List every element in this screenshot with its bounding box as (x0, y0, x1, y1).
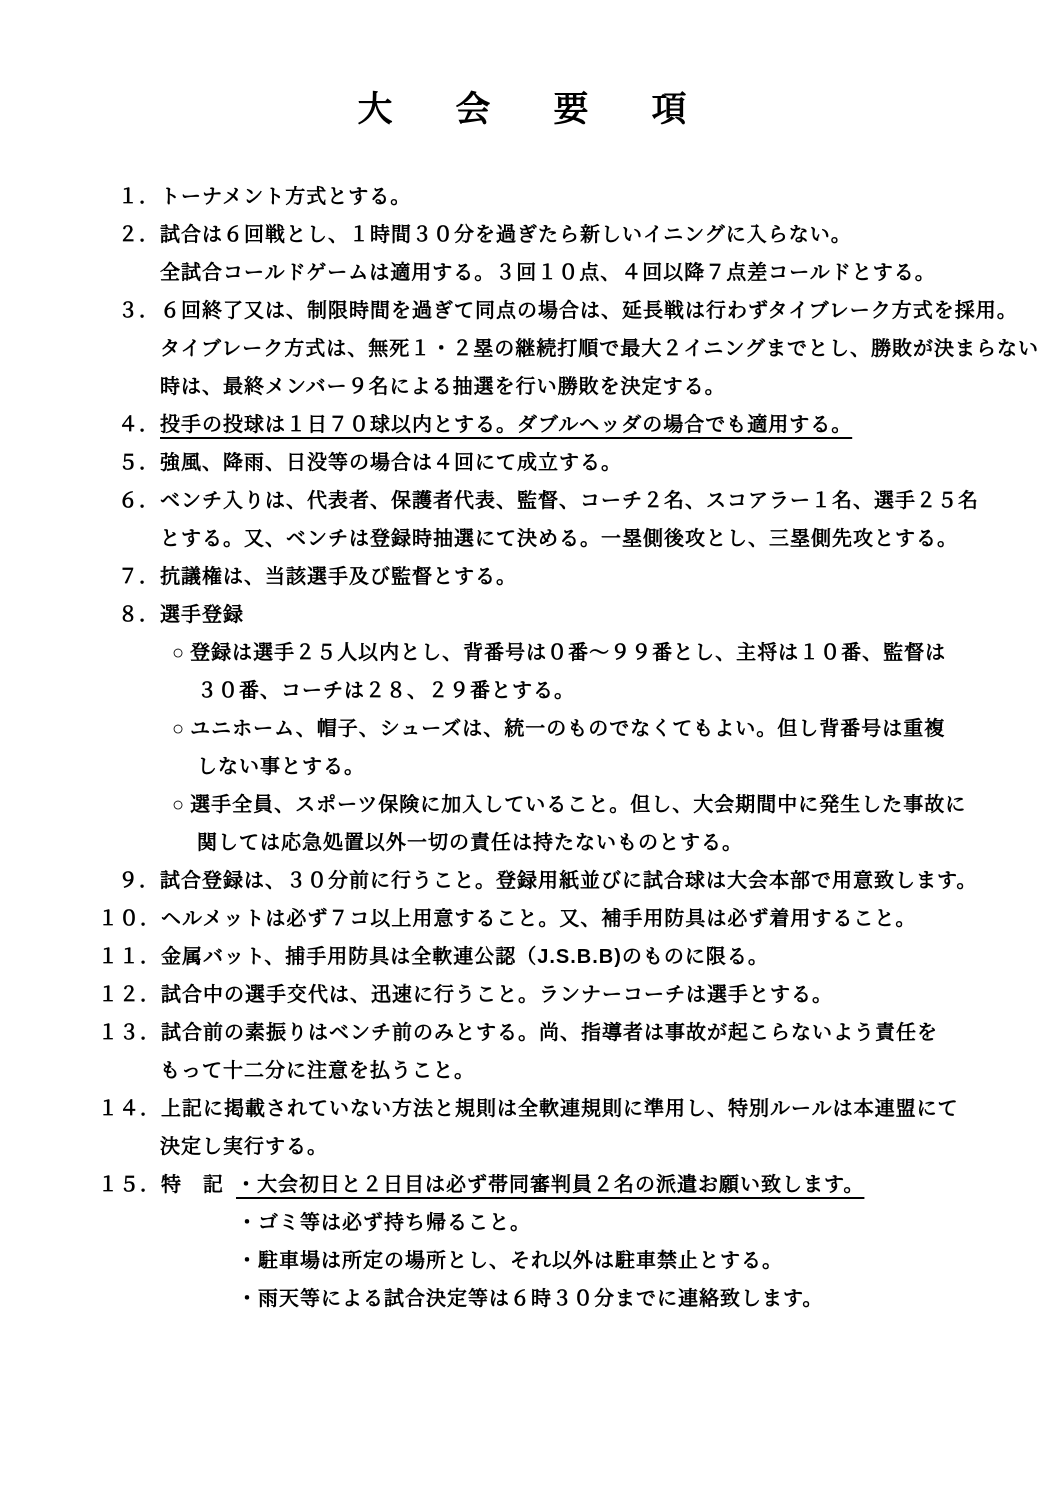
doc-line (0, 976, 1058, 1014)
doc-line (0, 1090, 1058, 1128)
doc-line (0, 292, 1058, 330)
doc-line (0, 558, 1058, 596)
line-text: ３０番、コーチは２８、２９番とする。 (197, 680, 575, 702)
line-text: ・駐車場は所定の場所とし、それ以外は駐車禁止とする。 (237, 1250, 783, 1272)
doc-line (0, 862, 1058, 900)
line-text: 決定し実行する。 (160, 1136, 328, 1158)
doc-line (0, 824, 1058, 862)
item-number: １． (118, 186, 160, 208)
doc-line (0, 330, 1058, 368)
line-text: 試合前の素振りはベンチ前のみとする。尚、指導者は事故が起こらないよう責任を (161, 1022, 938, 1044)
line-text: 試合中の選手交代は、迅速に行うこと。ランナーコーチは選手とする。 (161, 984, 833, 1006)
circle-bullet-icon: ○ (172, 718, 186, 740)
doc-line (0, 938, 1058, 976)
doc-line (0, 1242, 1058, 1280)
line-text: ・大会初日と２日目は必ず帯同審判員２名の派遣お願い致します。 (236, 1174, 865, 1196)
item-number: ８． (118, 604, 160, 626)
line-text: 投手の投球は１日７０球以内とする。ダブルヘッダの場合でも適用する。 (160, 414, 853, 436)
doc-line (0, 1280, 1058, 1318)
line-text: 選手登録 (160, 604, 244, 626)
item-number: １３． (98, 1022, 161, 1044)
doc-line (0, 900, 1058, 938)
doc-line (0, 710, 1058, 748)
item-number: １１． (98, 946, 161, 968)
line-text: 金属バット、捕手用防具は全軟連公認（J.S.B.B)のものに限る。 (161, 946, 769, 968)
item-number: ４． (118, 414, 160, 436)
item-number: １５． (98, 1174, 161, 1196)
doc-line (0, 1014, 1058, 1052)
circle-bullet-icon: ○ (172, 794, 186, 816)
line-text: とする。又、ベンチは登録時抽選にて決める。一塁側後攻とし、三塁側先攻とする。 (160, 528, 958, 550)
document-lines (0, 178, 1058, 1318)
line-text: 試合登録は、３０分前に行うこと。登録用紙並びに試合球は大会本部で用意致します。 (160, 870, 978, 892)
line-text: ・雨天等による試合決定等は６時３０分までに連絡致します。 (237, 1288, 824, 1310)
doc-line (0, 634, 1058, 672)
item-number: ９． (118, 870, 160, 892)
doc-line (0, 1204, 1058, 1242)
doc-line (0, 520, 1058, 558)
doc-line (0, 672, 1058, 710)
line-text: 時は、最終メンバー９名による抽選を行い勝敗を決定する。 (160, 376, 726, 398)
item-number: ５． (118, 452, 160, 474)
line-text: 全試合コールドゲームは適用する。３回１０点、４回以降７点差コールドとする。 (160, 262, 936, 284)
doc-line (0, 1166, 1058, 1204)
line-text: 試合は６回戦とし、１時間３０分を過ぎたら新しいイニングに入らない。 (160, 224, 852, 246)
line-text: ・ゴミ等は必ず持ち帰ること。 (237, 1212, 531, 1234)
item-label: 特 記 (161, 1174, 224, 1196)
doc-line (0, 368, 1058, 406)
line-text: 抗議権は、当該選手及び監督とする。 (160, 566, 517, 588)
line-text: 上記に掲載されていない方法と規則は全軟連規則に準用し、特別ルールは本連盟にて (161, 1098, 959, 1120)
item-number: ２． (118, 224, 160, 246)
page-title: 大 会 要 項 (357, 90, 701, 129)
item-number: １４． (98, 1098, 161, 1120)
doc-line (0, 1052, 1058, 1090)
doc-line (0, 596, 1058, 634)
item-number: ３． (118, 300, 160, 322)
doc-line (0, 444, 1058, 482)
line-text: 強風、降雨、日没等の場合は４回にて成立する。 (160, 452, 622, 474)
line-text: ６回終了又は、制限時間を過ぎて同点の場合は、延長戦は行わずタイブレーク方式を採用。 (160, 300, 1018, 322)
doc-line (0, 254, 1058, 292)
line-text: ヘルメットは必ず７コ以上用意すること。又、補手用防具は必ず着用すること。 (161, 908, 917, 930)
line-text: タイブレーク方式は、無死１・２塁の継続打順で最大２イニングまでとし、勝敗が決まらない (160, 338, 1039, 360)
doc-line (0, 786, 1058, 824)
line-text: 関しては応急処置以外一切の責任は持たないものとする。 (197, 832, 743, 854)
doc-line (0, 482, 1058, 520)
line-text: トーナメント方式とする。 (160, 186, 412, 208)
line-text: ベンチ入りは、代表者、保護者代表、監督、コーチ２名、スコアラー１名、選手２５名 (160, 490, 979, 512)
doc-line (0, 748, 1058, 786)
line-text: しない事とする。 (197, 756, 365, 778)
line-text: もって十二分に注意を払うこと。 (160, 1060, 475, 1082)
item-number: ６． (118, 490, 160, 512)
doc-line (0, 178, 1058, 216)
item-number: １２． (98, 984, 161, 1006)
doc-line (0, 216, 1058, 254)
circle-bullet-icon: ○ (172, 642, 186, 664)
line-text: ユニホーム、帽子、シューズは、統一のものでなくてもよい。但し背番号は重複 (190, 718, 946, 740)
line-text: 登録は選手２５人以内とし、背番号は０番～９９番とし、主将は１０番、監督は (190, 642, 947, 664)
item-number: １０． (98, 908, 161, 930)
item-number: ７． (118, 566, 160, 588)
line-text: 選手全員、スポーツ保険に加入していること。但し、大会期間中に発生した事故に (190, 794, 967, 816)
doc-line (0, 1128, 1058, 1166)
doc-line (0, 406, 1058, 444)
